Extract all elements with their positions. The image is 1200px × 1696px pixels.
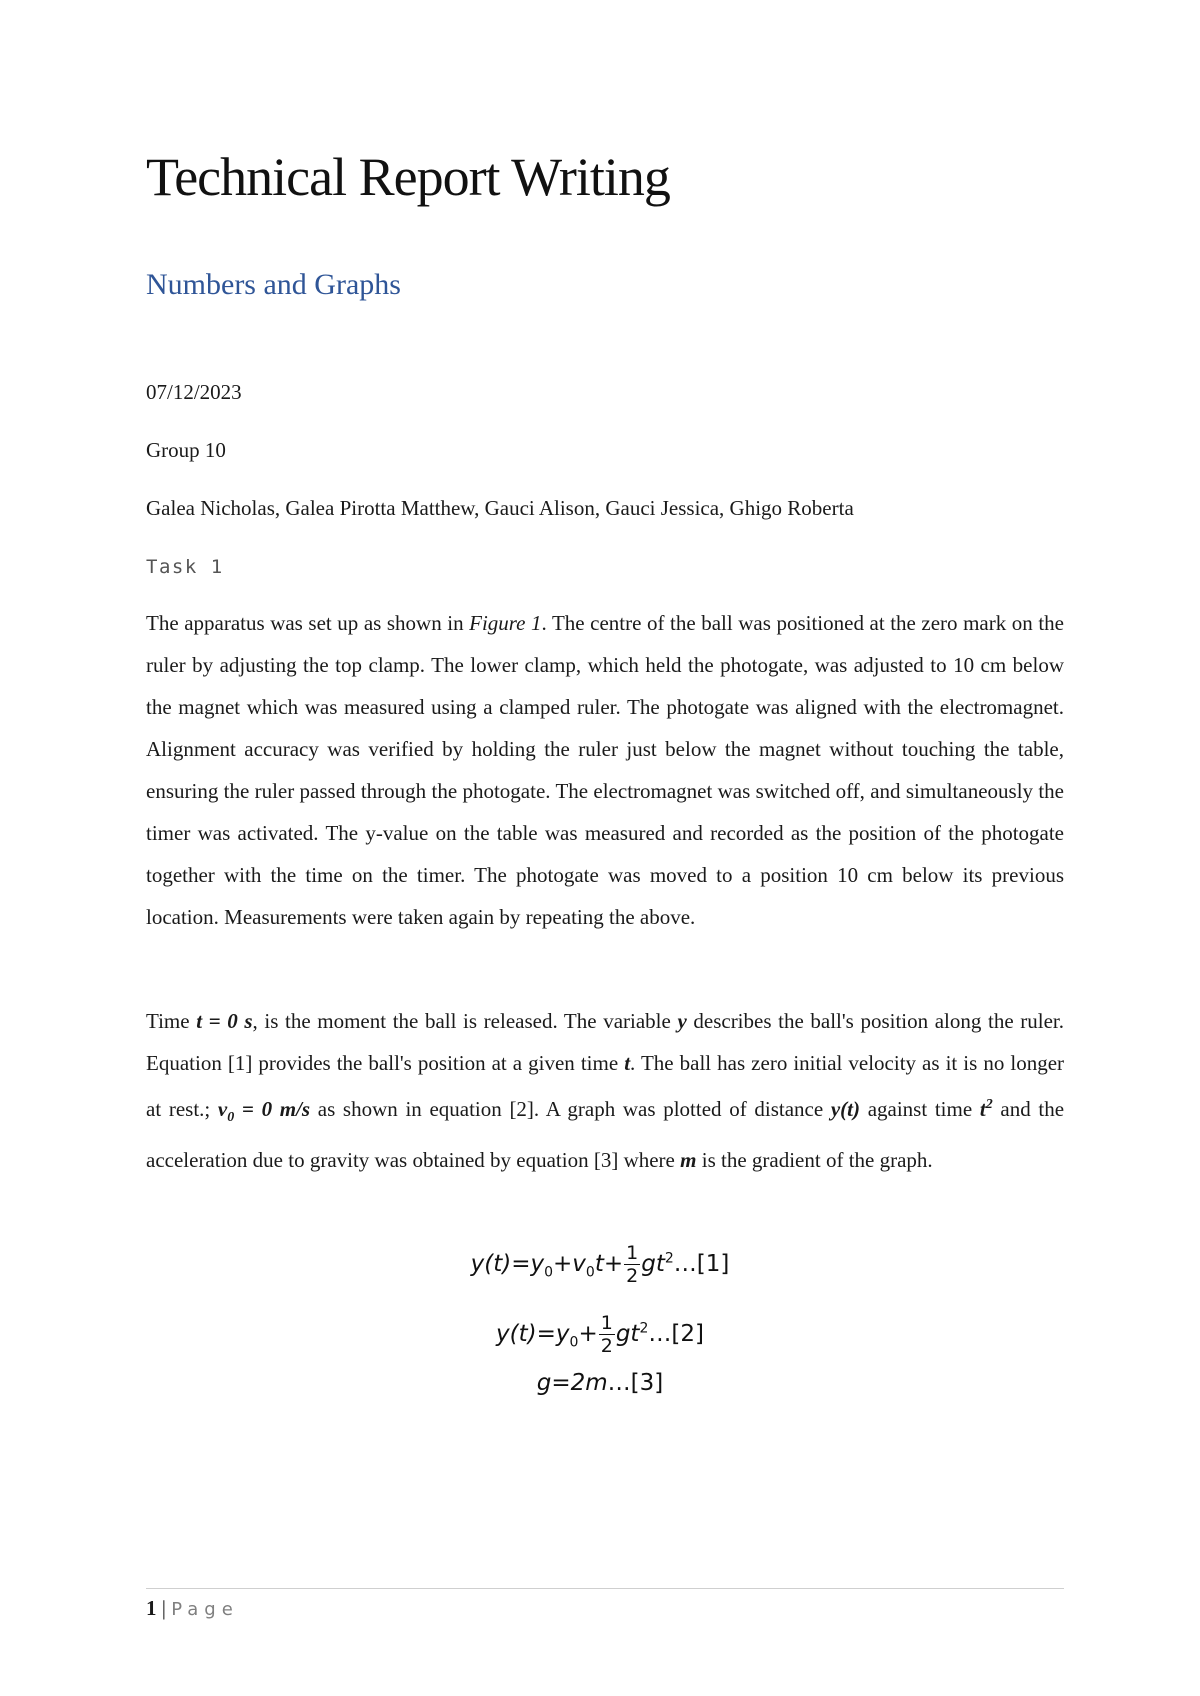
- math-var: y(t)=y: [470, 1251, 545, 1277]
- math-superscript: 2: [639, 1320, 649, 1337]
- page-footer: [146, 1596, 239, 1621]
- inline-math: [980, 1097, 993, 1121]
- inline-math: t = 0 s: [196, 1009, 253, 1033]
- text-run: . The centre of the ball was positioned at the zero mark on the ruler by adjusting the top clamp. The lower clamp, which held the photogate, was adjusted to 10 cm below the magnet which was measured using a clamped ruler. The photogate was aligned with the electromagnet. Alignment accuracy was verified by holding the ruler just below the magnet without touching the table, ensuring the ruler passed through the photogate. The electromagnet was switched off, and simultaneously the timer was activated. The y-value on the table was measured and recorded as the position of the photogate together with the time on the timer. The photogate was moved to a position 10 cm below its previous location. Measurements were taken again by repeating the above.: [146, 611, 1064, 929]
- equation-label: …[1]: [673, 1251, 730, 1277]
- math-superscript: 2: [664, 1250, 674, 1267]
- math-var: t+: [594, 1251, 624, 1277]
- fraction-numerator: 1: [600, 1312, 613, 1334]
- inline-math: m: [680, 1148, 697, 1173]
- figure-reference: Figure 1: [469, 611, 542, 635]
- text-run: describes the ball's position along the ruler. Equation [1] provides the ball's position at a given time: [146, 1009, 1064, 1075]
- math-var: +v: [553, 1251, 586, 1277]
- math-var: t: [979, 1097, 986, 1121]
- equation-3: [0, 1370, 1200, 1396]
- text-run: as shown in equation [2]. A graph was plotted of distance: [310, 1097, 831, 1121]
- math-subscript: 0: [585, 1264, 595, 1281]
- equation-label: …[2]: [648, 1321, 704, 1347]
- math-subscript: 0: [569, 1334, 579, 1351]
- group-name: Group 10: [146, 438, 226, 462]
- fraction-numerator: 1: [626, 1242, 639, 1264]
- text-run: , is the moment the ball is released. The variable: [252, 1009, 678, 1033]
- text-run: . The ball has zero initial velocity as it is no longer at rest.;: [146, 1051, 1065, 1121]
- math-var: g=2m: [536, 1370, 608, 1396]
- inline-math: [217, 1097, 311, 1126]
- math-var: = 0 m/s: [234, 1097, 311, 1121]
- text-run: is the gradient of the graph.: [696, 1148, 933, 1173]
- fraction: [624, 1242, 640, 1287]
- text-run: Time: [146, 1009, 197, 1033]
- text-run: and the acceleration due to gravity was obtained by equation [3] where: [146, 1097, 1065, 1173]
- inline-math: y: [677, 1009, 687, 1033]
- math-var: y(t)=y: [496, 1321, 570, 1347]
- footer-separator: |: [156, 1596, 172, 1620]
- page-label: Page: [171, 1599, 239, 1620]
- document-title: Technical Report Writing: [146, 147, 670, 207]
- math-operator: +: [578, 1321, 598, 1347]
- equation-1: [0, 1242, 1200, 1287]
- math-superscript: 2: [985, 1097, 993, 1112]
- equation-2: [0, 1312, 1200, 1357]
- task-heading: Task 1: [146, 556, 224, 578]
- equation-label: …[3]: [607, 1370, 664, 1396]
- footer-divider: [146, 1588, 1064, 1589]
- author-list: Galea Nicholas, Galea Pirotta Matthew, Gauci Alison, Gauci Jessica, Ghigo Roberta: [146, 496, 854, 520]
- inline-math: t: [624, 1051, 631, 1075]
- inline-math: y(t): [830, 1097, 861, 1121]
- math-var: v: [217, 1097, 228, 1121]
- math-var: gt: [641, 1251, 665, 1277]
- fraction: [599, 1312, 615, 1357]
- fraction-denominator: 2: [600, 1335, 613, 1357]
- fraction-denominator: 2: [626, 1265, 639, 1287]
- text-run: The apparatus was set up as shown in: [146, 611, 470, 635]
- report-date: 07/12/2023: [146, 380, 242, 404]
- method-paragraph: [146, 602, 1064, 938]
- math-subscript: 0: [227, 1110, 235, 1126]
- page-number: 1: [146, 1596, 157, 1620]
- math-subscript: 0: [544, 1264, 554, 1281]
- text-run: against time: [860, 1097, 980, 1121]
- document-subtitle: Numbers and Graphs: [146, 268, 401, 301]
- theory-paragraph: [146, 1000, 1064, 1181]
- math-var: gt: [615, 1321, 640, 1347]
